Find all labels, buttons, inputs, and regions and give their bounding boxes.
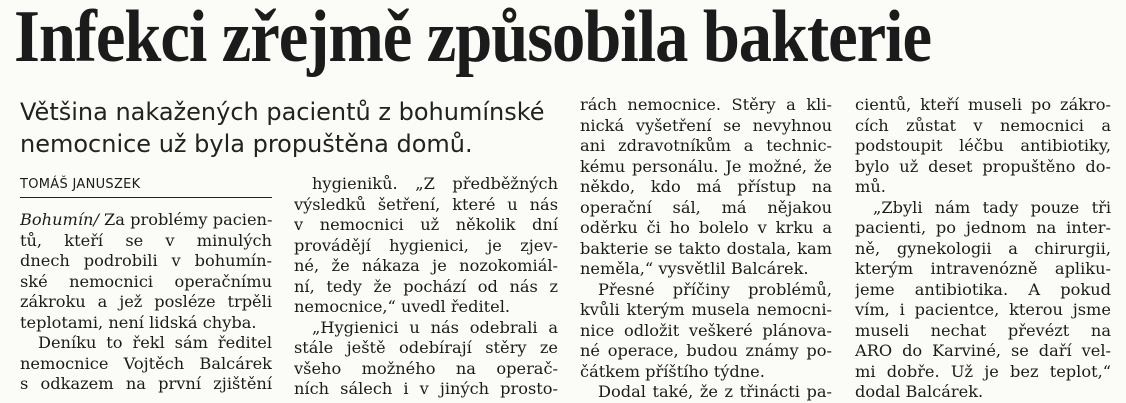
text-line: Deníku to řekl sám ředitel (38, 333, 272, 352)
text-line: v nemocnici už několik dní (294, 215, 558, 234)
text-line: dodal Balcárek. (855, 382, 984, 401)
text-line: pacienti, po jednom na inter- (855, 218, 1111, 237)
text-line: stále ještě odebírají stěry ze (294, 338, 558, 357)
text-line: všeho možného na operač- (294, 358, 558, 378)
text-line: né operace, budou známy po- (580, 341, 832, 360)
text-fragment: Za problémy pacien- (98, 210, 272, 229)
text-line: ních sálech i v jiných prosto- (294, 379, 558, 398)
text-line: provádějí hygienici, je zjev- (294, 235, 558, 255)
text-line: nická vyšetření se nevyhnou (580, 115, 832, 135)
text-line: zákroku a jež posléze trpěli (20, 292, 272, 311)
article-column-1 (20, 210, 272, 395)
dateline-place: Bohumín/ (20, 210, 99, 229)
text-line: ní, tedy že pochází od nás z (294, 276, 558, 296)
text-line: né, že nákaza je nozokomiál- (294, 256, 558, 275)
text-line: hygieniků. „Z předběžných (312, 174, 558, 193)
text-line: nice odložit veškeré plánova- (580, 320, 832, 340)
text-line: rách nemocnice. Stěry a kli- (580, 95, 832, 114)
text-line: ně, gynekologii a chirurgii, (855, 238, 1111, 258)
text-line: „Zbyli nám tady pouze tři (873, 197, 1111, 217)
text-line: cientů, kteří museli po zákro- (855, 95, 1111, 114)
headline: Infekci zřejmě způsobila bakterie (14, 0, 931, 78)
text-line: nemocnice,“ uvedl ředitel. (294, 297, 511, 316)
text-line: Dodal také, že z třinácti pa- (598, 382, 832, 401)
text-line: dnech podrobili v bohumín- (20, 251, 272, 270)
perex-line: Většina nakažených pacientů z bohumínské (20, 98, 545, 126)
text-line: tů, kteří se v minulých (20, 230, 272, 250)
text-line: s odkazem na první zjištění (20, 374, 272, 393)
text-line: neměla,“ vysvětlil Balcárek. (580, 259, 809, 278)
text-line: čátkem příštího týdne. (580, 361, 765, 381)
text-line: ské nemocnici operačnímu (20, 271, 272, 291)
text-line: mů. (855, 177, 886, 196)
text-line: kterým intravenózně apliku- (855, 259, 1111, 278)
text-line: operační sál, má nějakou (580, 197, 832, 217)
text-line: oděrku či ho bolelo v krku a (580, 218, 832, 237)
text-line: Přesné příčiny problémů, (598, 279, 832, 299)
text-line: mi dobře. Už je bez teplot,“ (855, 361, 1111, 381)
article-column-3 (580, 95, 832, 403)
perex-line: nemocnice už byla propuštěna domů. (20, 130, 473, 158)
article-column-4 (855, 95, 1111, 403)
text-line: vím, i pacientce, kterou jsme (855, 300, 1111, 319)
text-line (20, 210, 272, 231)
text-line: jeme antibiotika. A pokud (855, 279, 1111, 299)
text-line: nemocnice Vojtěch Balcárek (20, 353, 272, 373)
byline: TOMÁŠ JANUSZEK (20, 176, 272, 198)
text-line: někdo, kdo má přístup na (580, 177, 832, 196)
article-column-2 (294, 174, 558, 400)
text-line: bakterie se takto dostala, kam (580, 238, 832, 258)
text-line: kvůli kterým musela nemocni- (580, 300, 832, 319)
text-line: ARO do Karviné, se daří vel- (855, 341, 1111, 360)
text-line: „Hygienici u nás odebrali a (312, 317, 558, 337)
text-line: podstoupit léčbu antibiotiky, (855, 136, 1111, 155)
perex (20, 96, 590, 160)
text-line: cích zůstat v nemocnici a (855, 115, 1111, 135)
text-line: kému personálu. Je možné, že (580, 156, 832, 176)
text-line: museli nechat převézt na (855, 320, 1111, 340)
text-line: bylo už deset propuštěno do- (855, 156, 1111, 176)
text-line: ani zdravotníkům a technic- (580, 136, 832, 155)
text-line: teplotami, není lidská chyba. (20, 312, 257, 332)
text-line: výsledků šetření, které u nás (294, 194, 558, 214)
